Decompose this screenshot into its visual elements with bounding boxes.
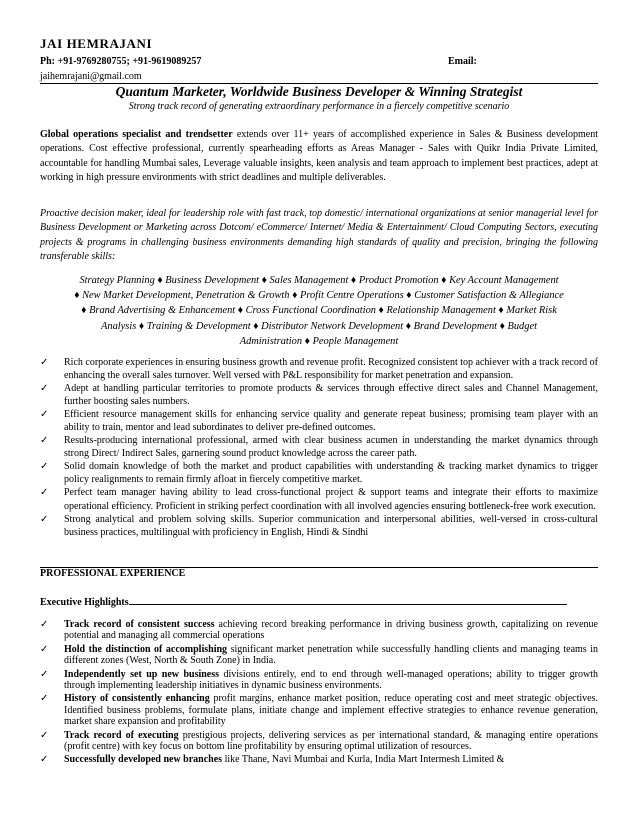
highlight-lead: History of consistently enhancing	[64, 693, 210, 705]
list-item	[40, 356, 598, 382]
skills-line: Strategy Planning ♦ Business Development ♦ Sales Management ♦ Product Promotion ♦ Key Account Management	[79, 275, 559, 286]
checkmark-icon: ✓	[40, 643, 49, 655]
highlights-heading	[40, 596, 598, 608]
list-item	[40, 513, 598, 539]
list-item-text: Rich corporate experiences in ensuring business growth and revenue profit. Recognized consistent top achiever with a track record of enhancing the overall sales turnover. Well versed with P&L responsibility for market penetration and expansion.	[64, 357, 598, 382]
email-label: Email:	[448, 56, 477, 67]
checkmark-icon: ✓	[40, 357, 49, 368]
skills-line: Administration ♦ People Management	[239, 335, 399, 347]
highlight-lead: Independently set up new business	[64, 668, 220, 680]
list-item	[40, 460, 598, 486]
headline: Quantum Marketer, Worldwide Business Developer & Winning Strategist	[115, 84, 523, 99]
list-item-text: Efficient resource management skills for enhancing service quality and generate repeat business; promising team player with an ability to train, mentor and lead subordinates to deliver pre-defined outcomes.	[64, 409, 598, 434]
checkmark-icon: ✓	[40, 487, 49, 499]
highlight-text: significant market penetration while successfully handling clients and managing teams in different zones (West, North & South Zone) in India.	[64, 643, 598, 667]
skills-line: Analysis ♦ Training & Development ♦ Distributor Network Development ♦ Brand Development ♦ Budget	[101, 320, 537, 332]
contact-line	[40, 56, 598, 67]
list-item	[40, 408, 598, 434]
list-item-text: Adept at handling particular territories to promote products & services through effective direct sales and Channel Management, further boosting sales numbers.	[64, 383, 598, 408]
checkmark-icon: ✓	[40, 754, 49, 766]
list-item	[40, 619, 598, 642]
summary-text: extends over 11+ years of accomplished experience in Sales & Business development operations. Cost effective professional, currently spearheading efforts as Areas Manager - Sales with Quikr India Private Limited, accountable for handling Mumbai sales, Leverage valuable insights, keen analysis and team approach to implement best practices, adept at working in high pressure environments with strict deadlines and multiple deliverables.	[40, 129, 598, 183]
list-item	[40, 486, 598, 512]
checkmark-icon: ✓	[40, 668, 49, 680]
highlight-lead: Successfully developed new branches	[64, 754, 223, 766]
checkmark-icon: ✓	[40, 409, 49, 421]
list-item-text: Results-producing international professional, armed with clear business acumen in understanding the market dynamics through strong Direct/ Indirect Sales, garnering sound product knowledge across the career path.	[64, 435, 598, 460]
phone-numbers: Ph: +91-9769280755; +91-9619089257	[40, 56, 202, 67]
highlight-text: achieving record breaking performance in driving business growth, capitalizing on revenue potential and managing all commercial operations	[64, 619, 598, 642]
list-item	[40, 382, 598, 408]
list-item-text: Perfect team manager having ability to lead cross-functional project & support teams and integrate their efforts to maximize operational efficiency. Proficient in striking perfect coordination with all involved agencies ensuring bottleneck-free work execution.	[64, 487, 598, 512]
highlight-lead: Track record of executing	[64, 729, 179, 741]
summary-lead: Global operations specialist and trendsetter	[40, 129, 233, 140]
profile-paragraph: Proactive decision maker, ideal for leadership role with fast track, top domestic/ international organizations at senior managerial level for Business Development or Marketing across Dotcom/ eCommerce/ Internet/ Media & Entertainment/ Cloud Computing Sectors, executing projects & programs in challenging business environments demanding high standards of quality and precision, bringing the following transferable skills:	[40, 208, 598, 262]
summary-paragraph	[40, 128, 598, 185]
list-item	[40, 644, 598, 667]
checkmark-icon: ✓	[40, 619, 49, 630]
strengths-list	[40, 356, 598, 539]
highlight-lead: Track record of consistent success	[64, 619, 215, 630]
list-item	[40, 693, 598, 727]
checkmark-icon: ✓	[40, 513, 49, 525]
heading-underline	[129, 596, 567, 605]
section-title: PROFESSIONAL EXPERIENCE	[40, 568, 186, 579]
skills-list	[40, 273, 598, 349]
list-item-text: Strong analytical and problem solving skills. Superior communication and interpersonal abilities, well-versed in cross-cultural business practices, multilingual with proficiency in English, Hindi & Sindhi	[64, 513, 598, 538]
tagline: Strong track record of generating extraordinary performance in a fiercely competitive scenario	[128, 101, 510, 112]
highlight-lead: Hold the distinction of accomplishing	[64, 643, 228, 655]
skills-line: ♦ New Market Development, Penetration & Growth ♦ Profit Centre Operations ♦ Customer Satisfaction & Allegiance	[74, 290, 564, 302]
list-item	[40, 434, 598, 460]
checkmark-icon: ✓	[40, 383, 49, 395]
email-address[interactable]: jaihemrajani@gmail.com	[40, 71, 142, 82]
list-item	[40, 669, 598, 692]
highlights-label: Executive Highlights	[40, 597, 129, 608]
highlight-text: like Thane, Navi Mumbai and Kurla, India Mart Intermesh Limited &	[222, 754, 505, 766]
checkmark-icon: ✓	[40, 435, 49, 447]
highlight-text: prestigious projects, delivering services as per international standard, & managing entire operations (profit centre) with key focus on bottom line profitability by ensuring optimal utilization of resources.	[64, 729, 598, 753]
checkmark-icon: ✓	[40, 729, 49, 741]
list-item	[40, 754, 598, 765]
skills-line: ♦ Brand Advertising & Enhancement ♦ Cross Functional Coordination ♦ Relationship Management ♦ Market Risk	[81, 305, 557, 317]
list-item	[40, 730, 598, 753]
candidate-name: JAI HEMRAJANI	[40, 36, 153, 51]
highlight-text: profit margins, enhance market position, reduce operating cost and meet strategic objectives. Identified business problems, formulate plans, initiate change and implement effective strategies to enhance revenue generation, market share expansion and profitability	[64, 693, 598, 728]
checkmark-icon: ✓	[40, 461, 49, 473]
list-item-text: Solid domain knowledge of both the market and product capabilities with understanding & tracking market dynamics to trigger policy realignments to remain firmly afloat in fiercely competitive market.	[64, 461, 598, 486]
highlight-text: divisions entirely, end to end through well-managed operations; ability to trigger growth through implementing leadership initiatives in dynamic business environments.	[64, 668, 598, 692]
highlights-list	[40, 619, 598, 768]
checkmark-icon: ✓	[40, 693, 49, 705]
